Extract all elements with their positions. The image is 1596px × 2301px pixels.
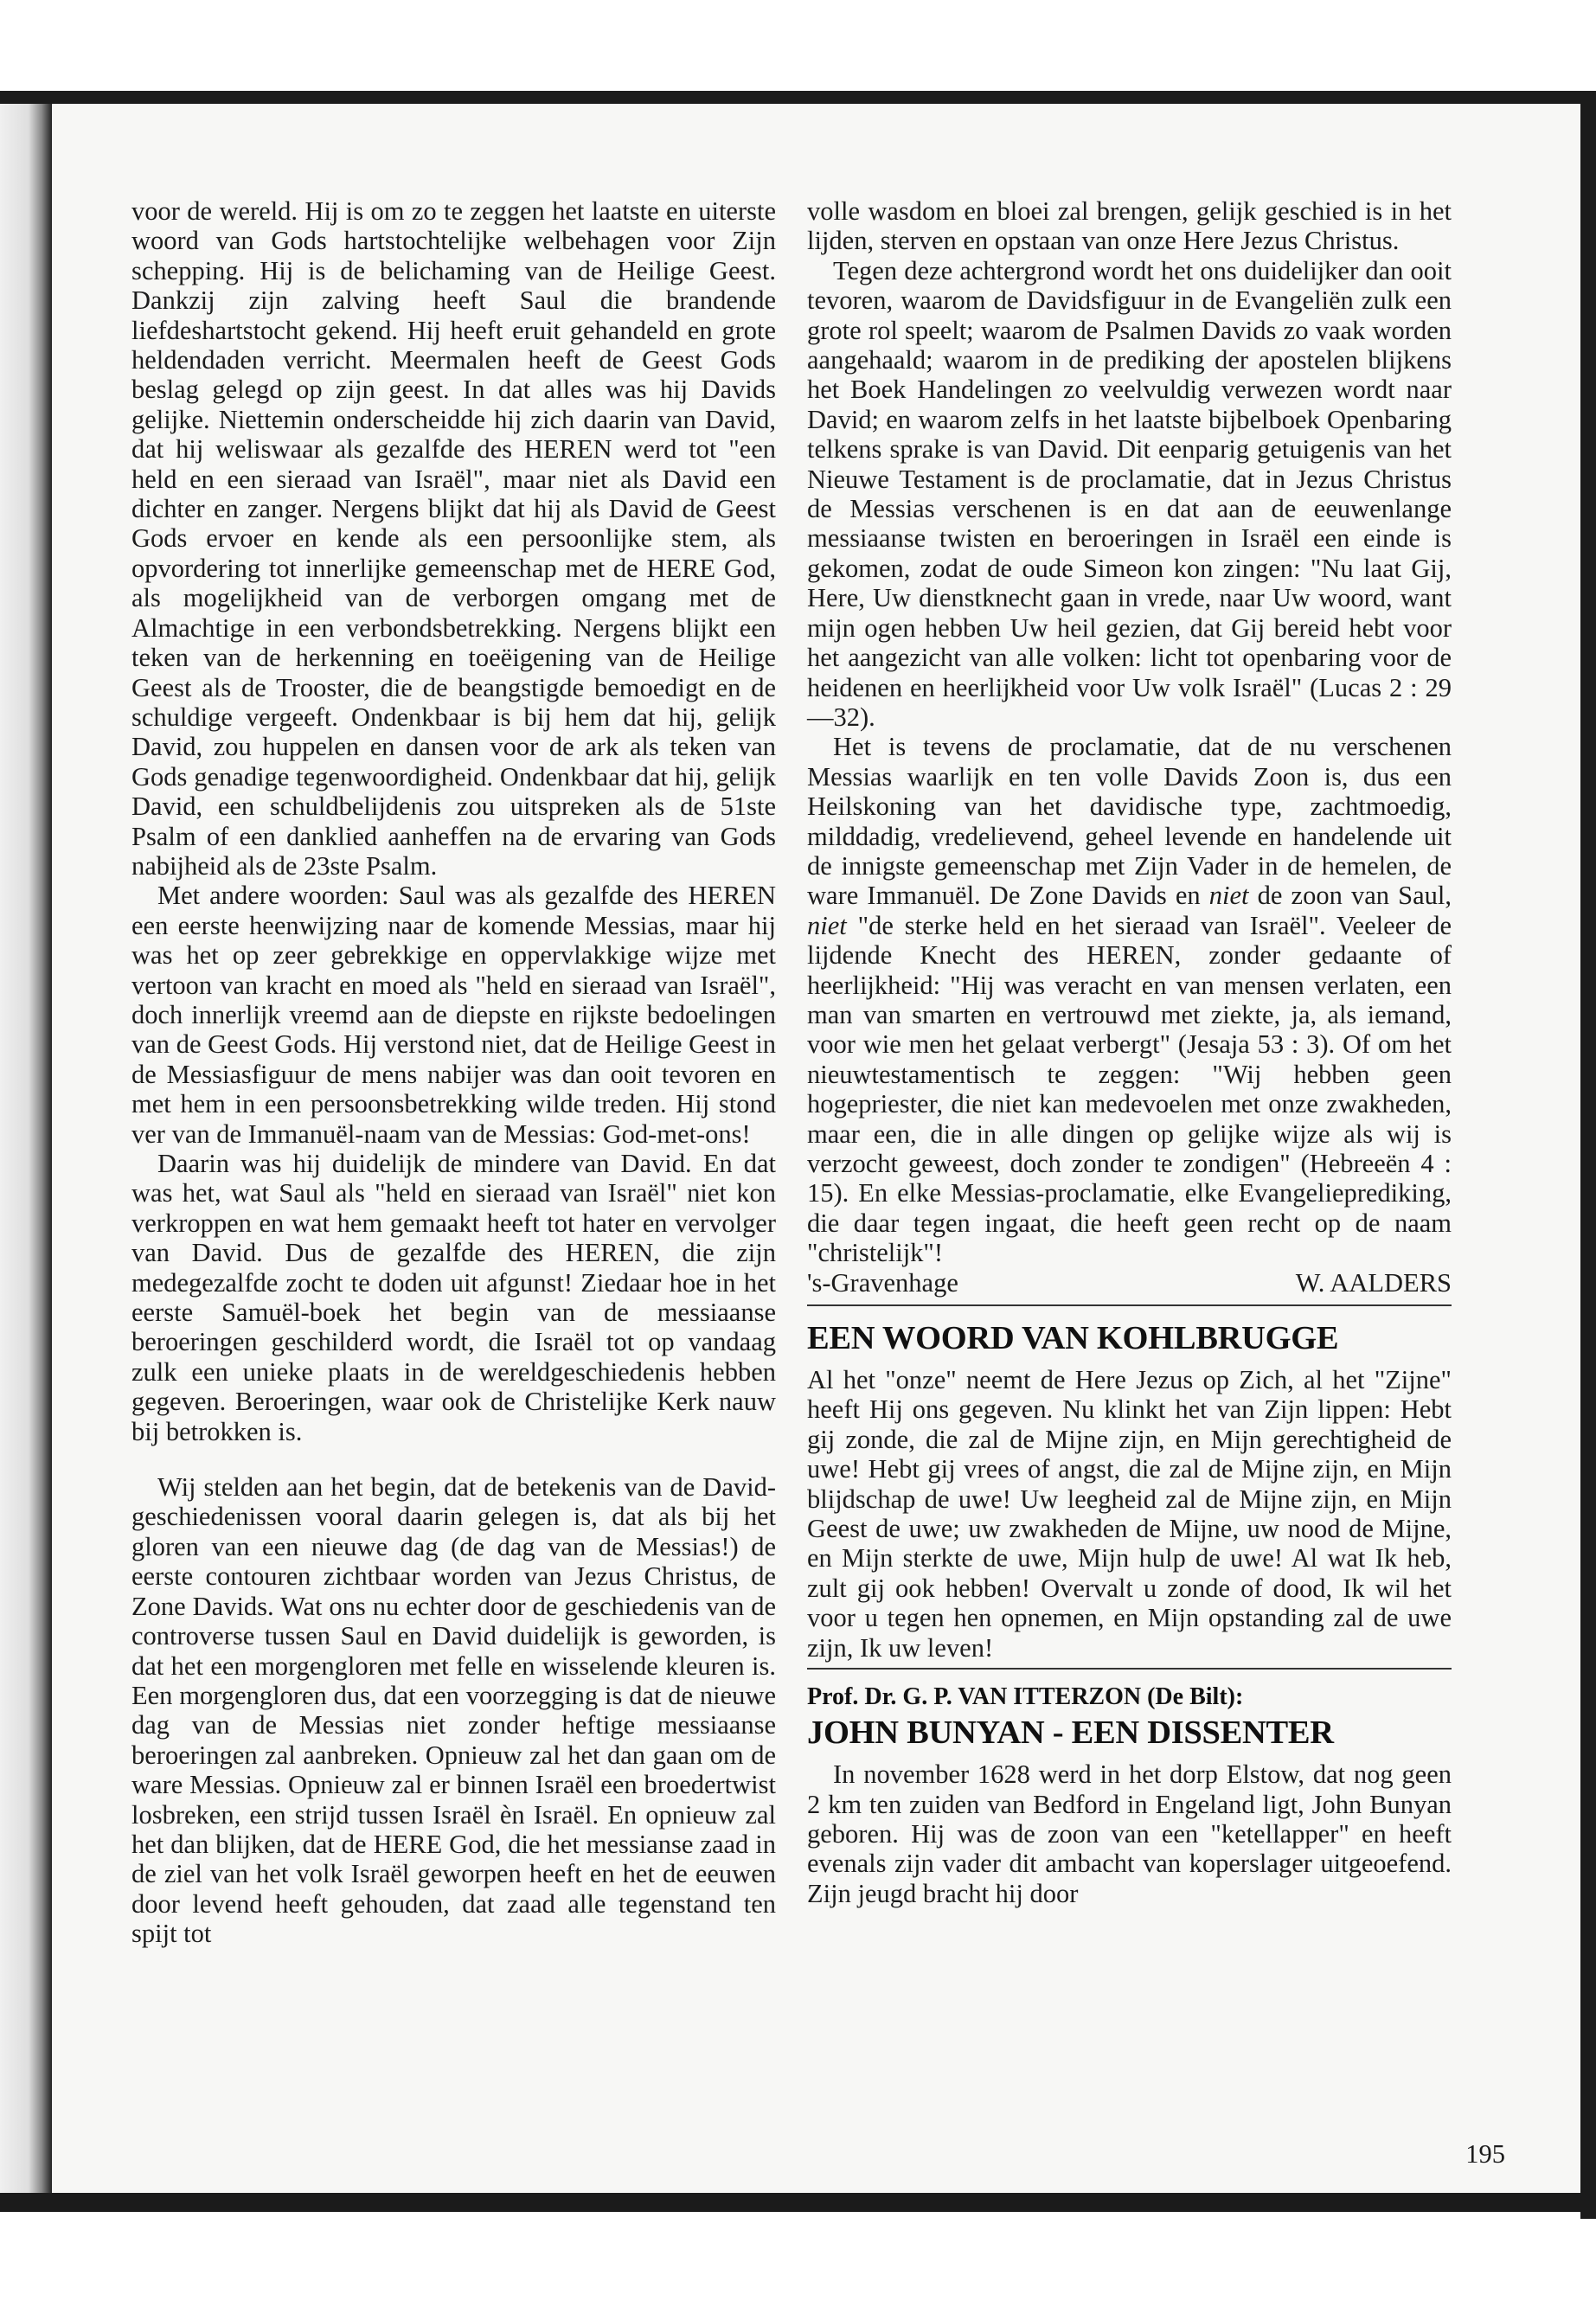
section-divider (807, 1304, 1452, 1306)
left-column (131, 196, 776, 1949)
emphasis-niet: niet (807, 910, 847, 940)
paragraph-saul-envy: Daarin was hij duidelijk de mindere van David. En dat was het, wat Saul als "held en sieraad van Israël" niet kon verkroppen en wat hem gemaakt heeft tot hater en vervolger van David. Dus de gezalfde des HEREN, die zijn medegezalfde zocht te doden uit afgunst! Ziedaar hoe in het eerste Samuël-boek het begin van de messiaanse beroeringen geschilderd wordt, die Israël tot op vandaag zulk een unieke plaats in de wereldgeschiedenis hebben gegeven. Beroeringen, waar ook de Christelijke Kerk nauw bij betrokken is. (131, 1149, 776, 1446)
bunyan-heading: JOHN BUNYAN - EEN DISSENTER (807, 1715, 1334, 1752)
article-signature (807, 1268, 1452, 1298)
signature-place: 's-Gravenhage (807, 1267, 958, 1298)
signature-author: W. AALDERS (1295, 1267, 1452, 1298)
kohlbrugge-heading: EEN WOORD VAN KOHLBRUGGE (807, 1320, 1339, 1357)
magazine-page (52, 104, 1580, 2193)
paragraph-saul-spirit: voor de wereld. Hij is om zo te zeggen het laatste en uiterste woord van Gods hartstochtelijke welbehagen voor Zijn schepping. Hij is de belichaming van de Heilige Geest. Dankzij zijn zalving heeft Saul die brandende liefdeshartstocht gekend. Hij heeft eruit gehandeld en grote heldendaden verricht. Meermalen heeft de Geest Gods beslag gelegd op zijn geest. In dat alles was hij Davids gelijke. Niettemin onderscheidde hij zich daarin van David, dat hij weliswaar als gezalfde des HEREN werd tot "een held en een sieraad van Israël", maar niet als David een dichter en zanger. Nergens blijkt dat hij als David de Geest Gods ervoer en kende als een persoonlijke stem, als opvordering tot innerlijke gemeenschap met de HERE God, als mogelijkheid van de verborgen omgang met de Almachtige in een verbondsbetrekking. Nergens blijkt een teken van de herkenning en toeëigening van de Heilige Geest als de Trooster, die de beangstigde bemoedigt en de schuldige vergeeft. Ondenkbaar is bij hem dat hij, gelijk David, zou huppelen en dansen voor de ark als teken van Gods genadige tegenwoordigheid. Ondenkbaar dat hij, gelijk David, een schuldbelijdenis zou uitspreken als de 51ste Psalm of een danklied aanheffen na de ervaring van Gods nabijheid als de 23ste Psalm. (131, 196, 776, 881)
emphasis-niet: niet (1208, 881, 1249, 911)
paragraph-david-figure: Tegen deze achtergrond wordt het ons duidelijker dan ooit tevoren, waarom de Davidsfiguur in de Evangeliën zulk een grote rol speelt; waarom de Psalmen Davids zo vaak worden aangehaald; waarom in de prediking der apostelen blijkens het Boek Handelingen zo veelvuldig verwezen wordt naar David; en waarom zelfs in het laatste bijbelboek Openbaring telkens sprake is van David. Dit eenparig getuigenis van het Nieuwe Testament is de proclamatie, dat in Jezus Christus de Messias verschenen is en dat aan de eeuwenlange messiaanse twisten en beroeringen in Israël een einde is gekomen, zodat de oude Simeon kon zingen: "Nu laat Gij, Here, Uw dienstknecht gaan in vrede, naar Uw woord, want mijn ogen hebben Uw heil gezien, dat Gij bereid hebt voor het aangezicht van alle volken: licht tot openbaring voor de heidenen en heerlijkheid voor Uw volk Israël" (Lucas 2 : 29—32). (807, 255, 1452, 732)
paragraph-proclamation (807, 732, 1452, 1267)
kohlbrugge-text: Al het "onze" neemt de Here Jezus op Zich, al het "Zijne" heeft Hij ons gegeven. Nu klinkt het van Zijn lippen: Hebt gij zonde, die zal de Mijne zijn, en Mijn gerechtigheid de uwe! Hebt gij vrees of angst, die zal de Mijne zijn, en Mijn blijdschap de uwe! Uw leegheid zal de Mijne zijn, en Mijn Geest de uwe; uw zwakheden de Mijne, uw nood de Mijne, en Mijn sterkte de uwe, Mijn hulp de uwe! Al wat Ik heb, zult gij ook hebben! Overvalt u zonde of dood, Ik wil het voor u tegen hen opnemen, en Mijn opstanding zal de uwe zijn, Ik uw leven! (807, 1365, 1452, 1663)
scan-bottom-border (0, 2193, 1596, 2212)
section-divider (807, 1668, 1452, 1670)
proclamation-text-c: "de sterke held en het sieraad van Israël". Veeleer de lijdende Knecht des HEREN, zonder gedaante of heerlijkheid: "Hij was veracht en van mensen verlaten, een man van smarten en vertrouwd met ziekte, ja, als iemand, voor wie men het gelaat verbergt" (Jesaja 53 : 3). Of om het nieuwtestamentisch te zeggen: "Wij hebben geen hogepriester, die niet kan medevoelen met onze zwakheden, maar een, die in alle dingen op gelijke wijze als wij is verzocht geweest, doch zonder te zondigen" (Hebreeën 4 : 15). En elke Messias-proclamatie, elke Evangelieprediking, die daar tegen ingaat, die heeft geen recht op de naam "christelijk"! (807, 910, 1452, 1268)
proclamation-text-a: Het is tevens de proclamatie, dat de nu verschenen Messias waarlijk en ten volle Davids Zoon is, dus een Heilskoning van het davidische type, zachtmoedig, milddadig, vredelievend, geheel levende en handelende uit de innigste gemeenschap met Zijn Vader in de hemelen, de ware Immanuël. De Zone Davids en (807, 732, 1452, 911)
paragraph-full-growth: volle wasdom en bloei zal brengen, gelijk geschied is in het lijden, sterven en opstaan van onze Here Jezus Christus. (807, 196, 1452, 256)
paragraph-morning-dawn: Wij stelden aan het begin, dat de betekenis van de David-geschiedenissen vooral daarin gelegen is, dat als bij het gloren van een nieuwe dag (de dag van de Messias!) de eerste contouren zichtbaar worden van Jezus Christus, de Zone Davids. Wat ons nu echter door de geschiedenis van de controverse tussen Saul en David duidelijk is geworden, is dat het een morgengloren met felle en wisselende kleuren is. Een morgengloren dus, dat een voorzegging is dat de nieuwe dag van de Messias niet zonder heftige messiaanse beroeringen zal aanbreken. Opnieuw zal het dan gaan om de ware Messias. Opnieuw zal er binnen Israël een broedertwist losbreken, een strijd tussen Israël èn Israël. En opnieuw zal het dan blijken, dat de HERE God, die het messianse zaad in de ziel van het volk Israël geworpen heeft en het de eeuwen door levend heeft gehouden, dat zaad alle tegenstand ten spijt tot (131, 1472, 776, 1949)
scan-right-border (1580, 91, 1596, 2219)
bunyan-text: In november 1628 werd in het dorp Elstow, dat nog geen 2 km ten zuiden van Bedford in Engeland ligt, John Bunyan geboren. Hij was de zoon van een "ketellapper" en heeft evenals zijn vader dit ambacht van koperslager uitgeoefend. Zijn jeugd bracht hij door (807, 1759, 1452, 1908)
right-column (807, 196, 1452, 1908)
book-spine-shadow (0, 104, 52, 2193)
paragraph-saul-anointed: Met andere woorden: Saul was als gezalfde des HEREN een eerste heenwijzing naar de komende Messias, maar hij was het op zeer gebrekkige en oppervlakkige wijze met vertoon van kracht en moed als "held en sieraad van Israël", doch innerlijk vreemd aan de diepste en rijkste bedoelingen van de Geest Gods. Hij verstond niet, dat de Heilige Geest in de Messiasfiguur de mens nabijer was dan ooit tevoren en met hem in een persoonsbetrekking wilde treden. Hij stond ver van de Immanuël-naam van de Messias: God-met-ons! (131, 881, 776, 1149)
page-number: 195 (1465, 2139, 1505, 2169)
bunyan-byline: Prof. Dr. G. P. VAN ITTERZON (De Bilt): (807, 1683, 1244, 1711)
proclamation-text-b: de zoon van Saul, (1248, 881, 1452, 911)
scan-top-border (0, 91, 1596, 104)
